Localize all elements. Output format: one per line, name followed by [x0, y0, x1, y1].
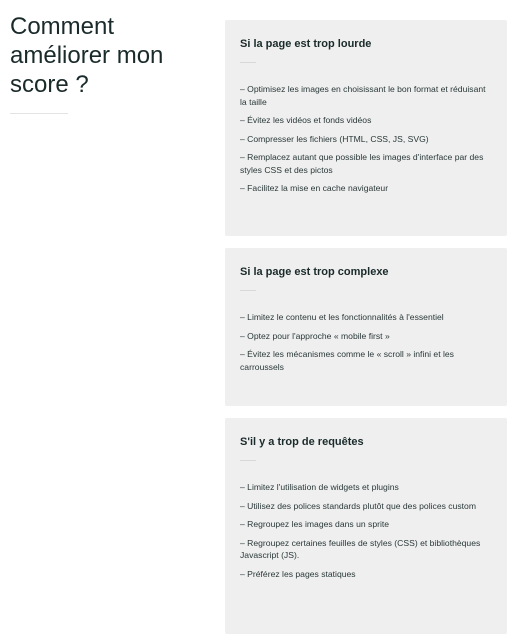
list-item: – Compresser les fichiers (HTML, CSS, JS, SVG)	[240, 133, 429, 144]
list-item: – Optimisez les images en choisissant le bon format et réduisant la taille	[240, 84, 486, 107]
tips-list	[240, 83, 492, 195]
list-item: – Utilisez des polices standards plutôt que des polices custom	[240, 500, 476, 511]
list-item: – Préférez les pages statiques	[240, 568, 356, 579]
list-item: – Évitez les vidéos et fonds vidéos	[240, 115, 372, 125]
card-too-many-requests	[225, 418, 507, 634]
title-divider	[10, 113, 68, 114]
card-divider	[240, 460, 256, 461]
list-item: – Regroupez certaines feuilles de styles (CSS) et bibliothèques Javascript (JS).	[240, 537, 481, 560]
card-title: Si la page est trop complexe	[240, 266, 389, 278]
tips-list	[240, 481, 492, 580]
card-heavy-page	[225, 20, 507, 236]
card-title: Si la page est trop lourde	[240, 38, 372, 50]
list-item: – Évitez les mécanismes comme le « scroll » infini et les carroussels	[240, 349, 454, 372]
page-title: Comment améliorer mon score ?	[10, 13, 164, 98]
list-item: – Limitez l'utilisation de widgets et plugins	[240, 482, 399, 492]
list-item: – Remplacez autant que possible les images d'interface par des styles CSS et des pictos	[240, 152, 484, 175]
intro-column	[10, 12, 190, 114]
card-divider	[240, 290, 256, 291]
list-item: – Optez pour l'approche « mobile first »	[240, 330, 390, 341]
tips-cards	[225, 20, 507, 638]
card-divider	[240, 62, 256, 63]
list-item: – Regroupez les images dans un sprite	[240, 519, 390, 529]
list-item: – Limitez le contenu et les fonctionnalités à l'essentiel	[240, 312, 444, 322]
card-complex-page	[225, 248, 507, 406]
tips-list	[240, 311, 492, 373]
card-title: S'il y a trop de requêtes	[240, 436, 364, 448]
list-item: – Facilitez la mise en cache navigateur	[240, 183, 389, 193]
